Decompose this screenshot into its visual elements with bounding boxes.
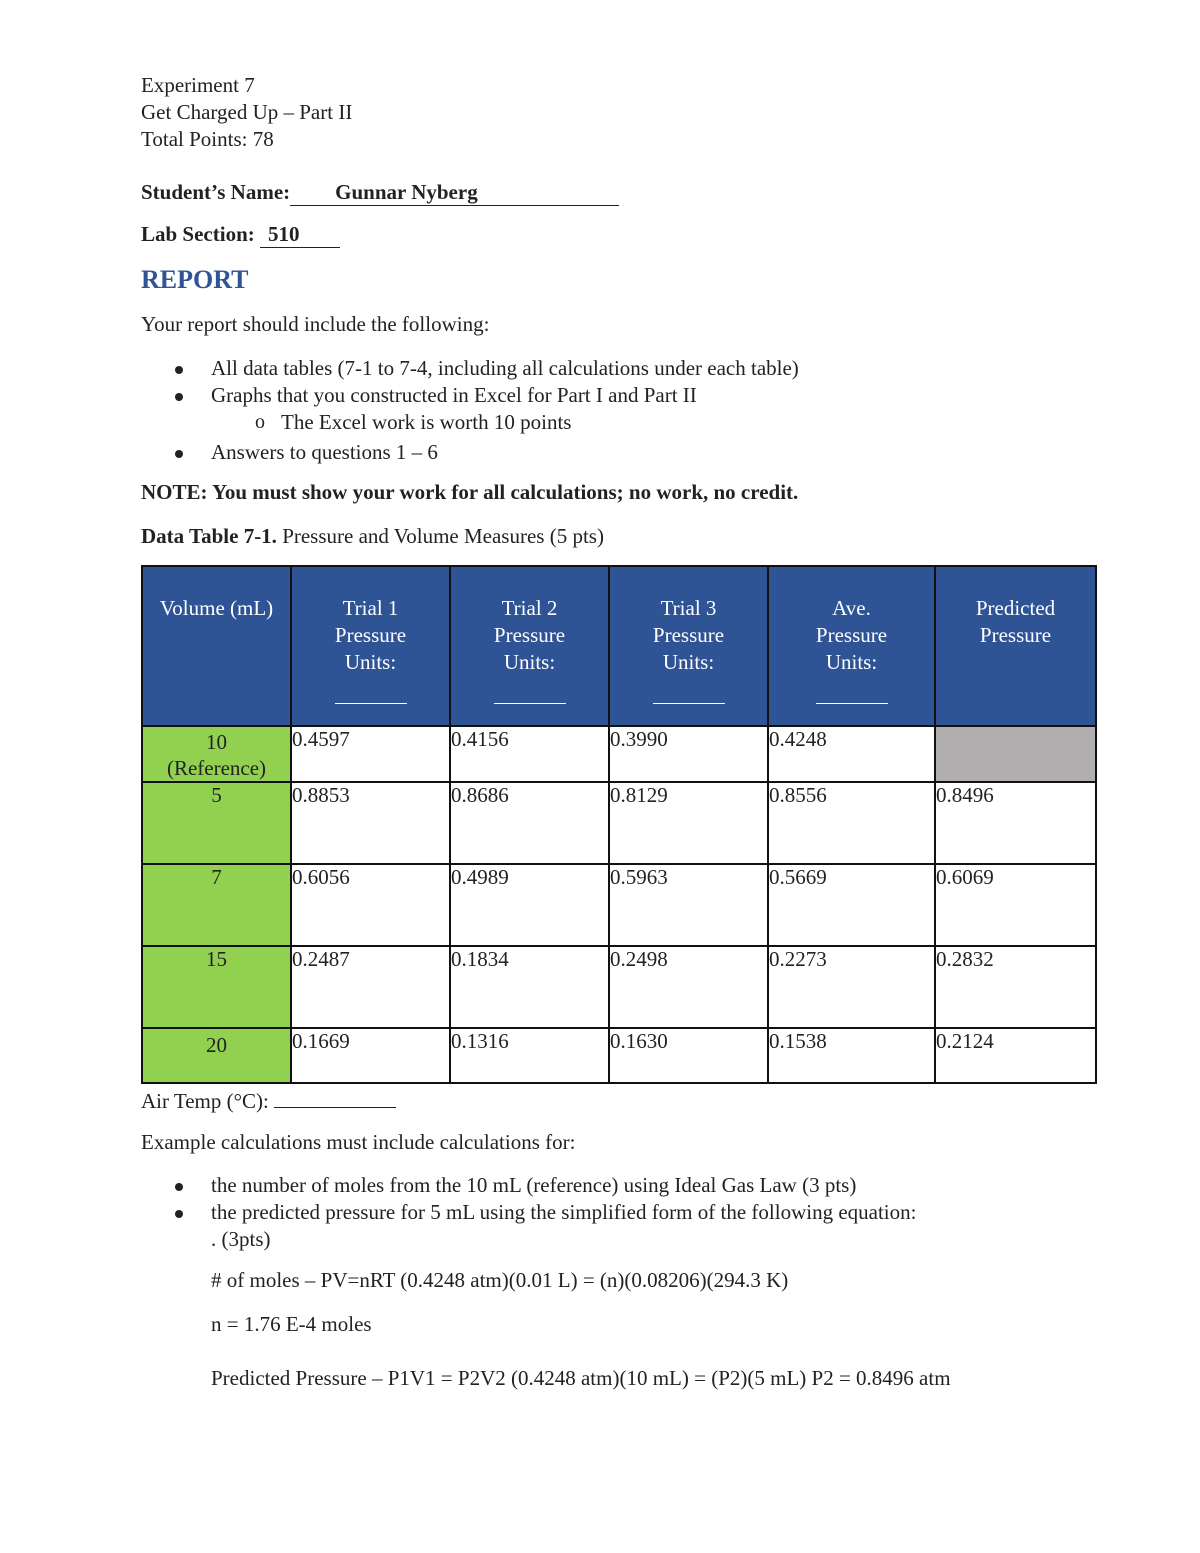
bullet-icon [175, 1210, 183, 1218]
trial-2-cell: 0.4989 [450, 864, 609, 946]
header-trial-1: Trial 1 Pressure Units: [291, 566, 450, 726]
volume-cell: 5 [142, 782, 291, 864]
header-volume: Volume (mL) [142, 566, 291, 726]
volume-cell: 10 (Reference) [142, 726, 291, 782]
volume-cell: 15 [142, 946, 291, 1028]
work-note: NOTE: You must show your work for all calculations; no work, no credit. [141, 480, 799, 504]
table-row [142, 864, 1096, 946]
calc-requirements-list [141, 1172, 916, 1253]
predicted-cell: 0.2832 [935, 946, 1096, 1028]
list-item: o The Excel work is worth 10 points [255, 410, 572, 434]
volume-cell: 7 [142, 864, 291, 946]
header-trial-3: Trial 3 Pressure Units: [609, 566, 768, 726]
trial-1-cell: 0.6056 [291, 864, 450, 946]
header-average: Ave. Pressure Units: [768, 566, 935, 726]
average-cell: 0.4248 [768, 726, 935, 782]
air-temp-field [141, 1087, 396, 1114]
list-item: Answers to questions 1 – 6 [141, 439, 799, 466]
list-item: the predicted pressure for 5 mL using the simplified form of the following equation: [141, 1199, 916, 1226]
list-item: All data tables (7-1 to 7-4, including all calculations under each table) [141, 355, 799, 382]
data-table-7-1 [141, 565, 1097, 1084]
student-name-label: Student’s Name: [141, 180, 291, 204]
table-row [142, 726, 1096, 782]
average-cell: 0.5669 [768, 864, 935, 946]
air-temp-label: Air Temp (°C): [141, 1089, 269, 1113]
bullet-icon [175, 366, 183, 374]
header-trial-2: Trial 2 Pressure Units: [450, 566, 609, 726]
document-header [141, 72, 352, 153]
predicted-pressure-equation: Predicted Pressure – P1V1 = P2V2 (0.4248 atm)(10 mL) = (P2)(5 mL) P2 = 0.8496 atm [211, 1366, 951, 1390]
list-item: the number of moles from the 10 mL (reference) using Ideal Gas Law (3 pts) [141, 1172, 916, 1199]
trial-2-cell: 0.8686 [450, 782, 609, 864]
trial-3-cell: 0.2498 [609, 946, 768, 1028]
bullet-icon [175, 1183, 183, 1191]
trial-3-cell: 0.5963 [609, 864, 768, 946]
trial-2-cell: 0.4156 [450, 726, 609, 782]
table-header-row [142, 566, 1096, 726]
trial-1-cell: 0.8853 [291, 782, 450, 864]
trial-3-cell: 0.3990 [609, 726, 768, 782]
average-cell: 0.8556 [768, 782, 935, 864]
experiment-subtitle: Get Charged Up – Part II [141, 100, 353, 124]
bullet-icon [175, 450, 183, 458]
report-heading: REPORT [141, 265, 249, 294]
average-cell: 0.1538 [768, 1028, 935, 1083]
table-row [142, 946, 1096, 1028]
list-item: Graphs that you constructed in Excel for Part I and Part II [141, 382, 799, 409]
header-predicted: Predicted Pressure [935, 566, 1096, 726]
trial-2-cell: 0.1834 [450, 946, 609, 1028]
moles-result: n = 1.76 E-4 moles [211, 1312, 372, 1336]
bullet-icon [175, 393, 183, 401]
experiment-title: Experiment 7 [141, 73, 255, 97]
trial-3-cell: 0.8129 [609, 782, 768, 864]
total-points: Total Points: 78 [141, 127, 274, 151]
lab-section-field [141, 222, 340, 248]
report-requirements-list [141, 355, 799, 466]
predicted-cell: 0.6069 [935, 864, 1096, 946]
moles-equation: # of moles – PV=nRT (0.4248 atm)(0.01 L) = (n)(0.08206)(294.3 K) [211, 1268, 789, 1292]
table-caption: Data Table 7-1. Pressure and Volume Measures (5 pts) [141, 524, 604, 548]
lab-section-value: 510 [260, 222, 340, 248]
lab-section-label: Lab Section: [141, 222, 255, 246]
trial-3-cell: 0.1630 [609, 1028, 768, 1083]
student-name-value: Gunnar Nyberg [290, 180, 619, 206]
table-row [142, 1028, 1096, 1083]
volume-cell: 20 [142, 1028, 291, 1083]
trial-1-cell: 0.1669 [291, 1028, 450, 1083]
report-intro: Your report should include the following: [141, 312, 490, 336]
sub-bullet-icon: o [255, 411, 265, 433]
air-temp-blank [274, 1087, 396, 1108]
student-name-field [141, 180, 619, 206]
predicted-cell: 0.2124 [935, 1028, 1096, 1083]
average-cell: 0.2273 [768, 946, 935, 1028]
table-row [142, 782, 1096, 864]
predicted-cell-empty [935, 726, 1096, 782]
trial-1-cell: 0.4597 [291, 726, 450, 782]
list-item-continued: . (3pts) [211, 1227, 271, 1251]
calc-intro: Example calculations must include calculations for: [141, 1130, 576, 1154]
trial-2-cell: 0.1316 [450, 1028, 609, 1083]
trial-1-cell: 0.2487 [291, 946, 450, 1028]
predicted-cell: 0.8496 [935, 782, 1096, 864]
